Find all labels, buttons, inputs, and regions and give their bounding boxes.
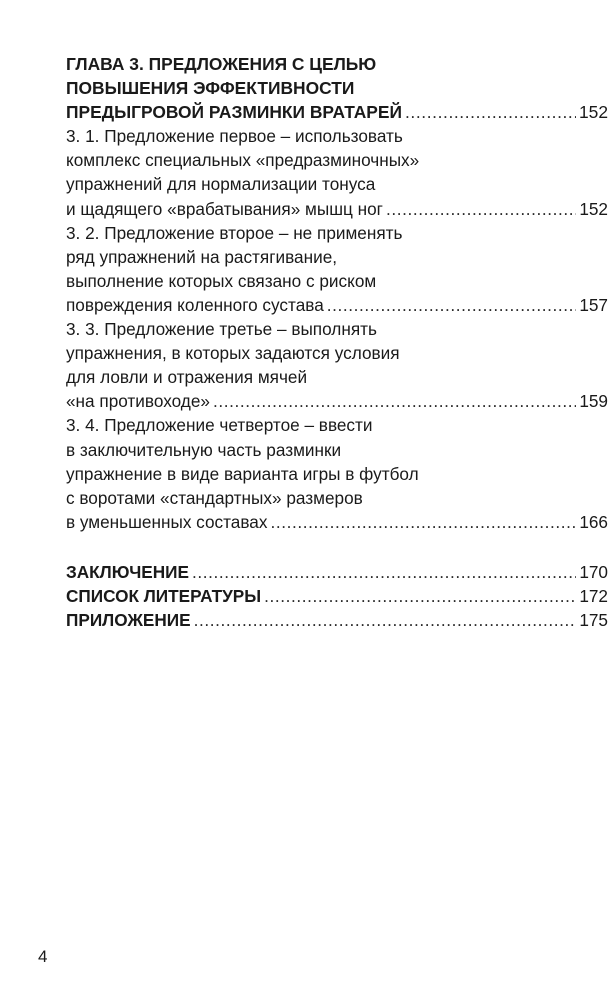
toc-line	[66, 510, 608, 534]
toc-line	[66, 245, 608, 269]
toc-section-line: с воротами «стандартных» размеров	[66, 487, 363, 508]
toc-line	[66, 317, 608, 341]
dot-leader	[194, 608, 577, 632]
toc-line	[66, 389, 608, 413]
toc-page-number: 157	[579, 294, 608, 315]
toc-section-line: ряд упражнений на растягивание,	[66, 246, 338, 267]
toc-line	[66, 197, 608, 221]
toc-back-matter-title: СПИСОК ЛИТЕРАТУРЫ	[66, 585, 262, 606]
table-of-contents	[66, 52, 608, 632]
toc-page-number: 172	[579, 585, 608, 606]
toc-chapter-title-line: ПРЕДЫГРОВОЙ РАЗМИНКИ ВРАТАРЕЙ	[66, 102, 402, 123]
toc-page-number: 166	[579, 511, 608, 532]
toc-section-line: «на противоходе»	[66, 391, 210, 412]
toc-section-line: 3. 3. Предложение третье – выполнять	[66, 319, 377, 340]
dot-leader	[405, 100, 576, 124]
toc-line	[66, 560, 608, 584]
toc-line	[66, 76, 608, 100]
toc-line	[66, 341, 608, 365]
toc-line	[66, 365, 608, 389]
toc-line	[66, 608, 608, 632]
toc-line	[66, 462, 608, 486]
toc-page-number: 170	[579, 561, 608, 582]
toc-line	[66, 148, 608, 172]
toc-section-3-1[interactable]	[66, 124, 608, 220]
toc-line	[66, 486, 608, 510]
toc-chapter-3[interactable]	[66, 52, 608, 124]
dot-leader	[264, 584, 576, 608]
toc-line	[66, 221, 608, 245]
toc-section-line: упражнений для нормализации тонуса	[66, 174, 376, 195]
toc-section-line: для ловли и отражения мячей	[66, 367, 308, 388]
toc-chapter-title-line: ПОВЫШЕНИЯ ЭФФЕКТИВНОСТИ	[66, 78, 355, 99]
dot-leader	[213, 389, 576, 413]
toc-section-3-3[interactable]	[66, 317, 608, 413]
toc-section-line: 3. 1. Предложение первое – использовать	[66, 126, 403, 147]
toc-section-line: 3. 4. Предложение четвертое – ввести	[66, 415, 373, 436]
toc-line	[66, 124, 608, 148]
toc-line	[66, 413, 608, 437]
toc-appendix[interactable]	[66, 608, 608, 632]
toc-conclusion[interactable]	[66, 560, 608, 584]
page-number: 4	[38, 947, 48, 966]
toc-section-line: повреждения коленного сустава	[66, 294, 324, 315]
dot-leader	[327, 293, 577, 317]
toc-page-number: 152	[578, 102, 608, 123]
dot-leader	[386, 197, 576, 221]
toc-section-line: упражнение в виде варианта игры в футбол	[66, 463, 419, 484]
toc-bibliography[interactable]	[66, 584, 608, 608]
toc-line	[66, 52, 608, 76]
dot-leader	[270, 510, 576, 534]
toc-chapter-title-line: ГЛАВА 3. ПРЕДЛОЖЕНИЯ С ЦЕЛЬЮ	[66, 54, 377, 74]
toc-line	[66, 584, 608, 608]
toc-line	[66, 293, 608, 317]
toc-section-line: упражнения, в которых задаются условия	[66, 343, 400, 364]
toc-line	[66, 438, 608, 462]
toc-page-number: 152	[579, 198, 608, 219]
toc-section-line: в уменьшенных составах	[66, 511, 268, 532]
toc-section-line: 3. 2. Предложение второе – не применять	[66, 222, 403, 243]
toc-back-matter-title: ПРИЛОЖЕНИЕ	[66, 610, 191, 631]
toc-section-3-2[interactable]	[66, 221, 608, 317]
toc-line	[66, 100, 608, 124]
toc-section-line: в заключительную часть разминки	[66, 439, 342, 460]
toc-page-number: 159	[579, 391, 608, 412]
toc-line	[66, 172, 608, 196]
toc-spacer	[66, 534, 608, 560]
toc-section-line: выполнение которых связано с риском	[66, 270, 377, 291]
dot-leader	[192, 560, 576, 584]
toc-page-number: 175	[579, 610, 608, 631]
toc-section-3-4[interactable]	[66, 413, 608, 533]
toc-section-line: комплекс специальных «предразминочных»	[66, 150, 420, 171]
toc-section-line: и щадящего «врабатывания» мышц ног	[66, 198, 383, 219]
toc-line	[66, 269, 608, 293]
toc-back-matter-title: ЗАКЛЮЧЕНИЕ	[66, 561, 189, 582]
